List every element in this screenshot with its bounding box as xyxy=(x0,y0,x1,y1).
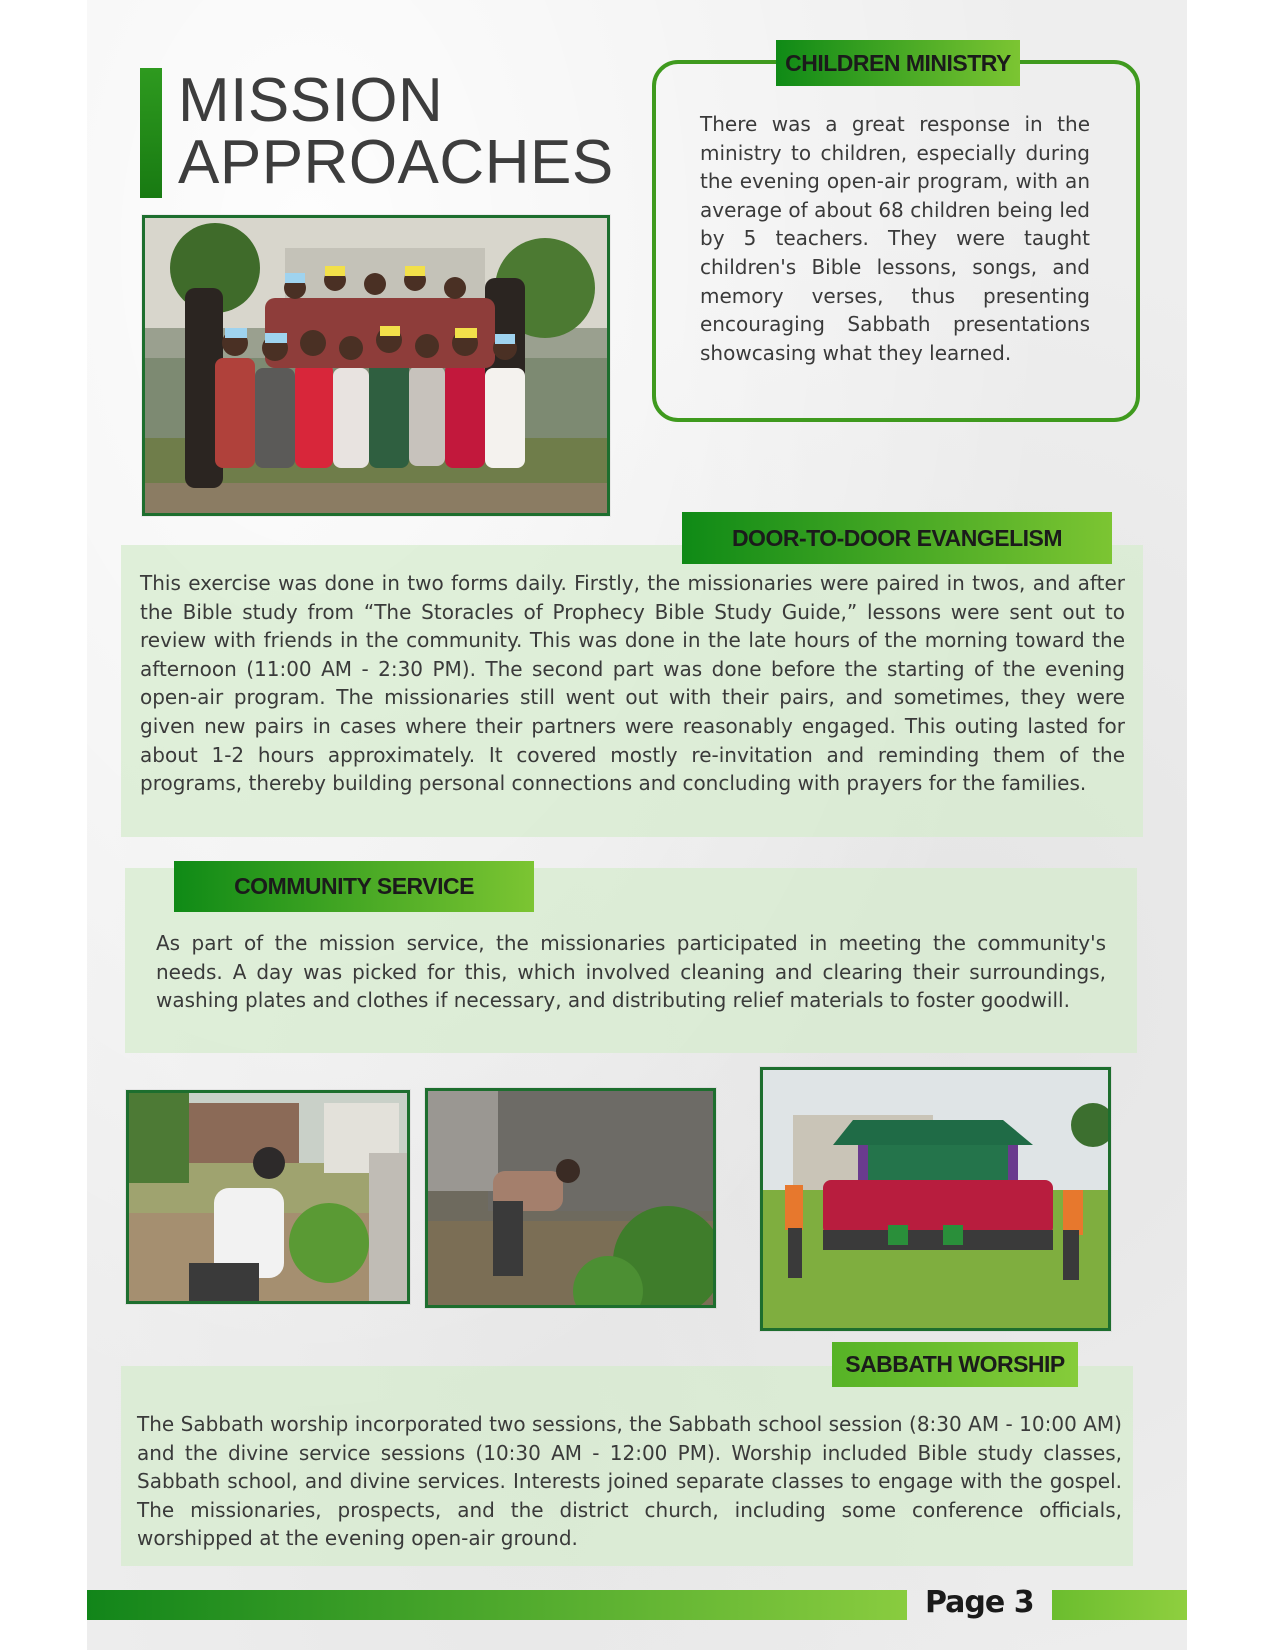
footer-bar-left xyxy=(87,1590,907,1620)
page-title xyxy=(178,66,618,197)
children-group-photo xyxy=(142,215,610,516)
community-photo-group xyxy=(760,1067,1111,1331)
children-ministry-heading: CHILDREN MINISTRY xyxy=(776,40,1020,86)
children-ministry-text: There was a great response in the ministry to children, especially during the evening open-air program, with an average of about 68 children being led by 5 teachers. They were taught children's Bible lessons, songs, and memory verses, thus presenting encouraging Sabbath presentations showcasing what they learned. xyxy=(700,112,1090,365)
door-to-door-text: This exercise was done in two forms daily. Firstly, the missionaries were paired in twos, and after the Bible study from “The Storacles of Prophecy Bible Study Guide,” lessons were sent out to review with friends in the community. This was done in the late hours of the morning toward the afternoon (11:00 AM - 2:30 PM). The second part was done before the starting of the evening open-air program. The missionaries still went out with their pairs, and sometimes, they were given new pairs in cases where their partners were reasonably engaged. This outing lasted for about 1-2 hours approximately. It covered mostly re-invitation and reminding them of the programs, thereby building personal connections and concluding with prayers for the families. xyxy=(140,571,1125,796)
page-title-line1: MISSION xyxy=(178,66,444,135)
door-to-door-heading: DOOR-TO-DOOR EVANGELISM xyxy=(682,512,1112,564)
community-photo-clearing xyxy=(425,1088,716,1308)
footer-bar-right xyxy=(1052,1590,1187,1620)
sabbath-worship-heading: SABBATH WORSHIP xyxy=(832,1342,1078,1387)
sabbath-worship-text: The Sabbath worship incorporated two sessions, the Sabbath school session (8:30 AM - 10:00 AM) and the divine service sessions (10:30 AM - 12:00 PM). Worship included Bible study classes, Sabbath school, and divine services. Interests joined separate classes to engage with the gospel. The missionaries, prospects, and the district church, including some conference officials, worshipped at the evening open-air ground. xyxy=(137,1412,1122,1551)
community-service-text: As part of the mission service, the missionaries participated in meeting the community's needs. A day was picked for this, which involved cleaning and clearing their surroundings, washing plates and clothes if necessary, and distributing relief materials to foster goodwill. xyxy=(156,931,1106,1013)
community-photo-gardening xyxy=(126,1090,410,1304)
page-title-line2: APPROACHES xyxy=(178,128,614,197)
title-accent-bar xyxy=(140,68,162,198)
community-service-heading: COMMUNITY SERVICE xyxy=(174,861,534,912)
page-number: Page 3 xyxy=(925,1585,1034,1620)
